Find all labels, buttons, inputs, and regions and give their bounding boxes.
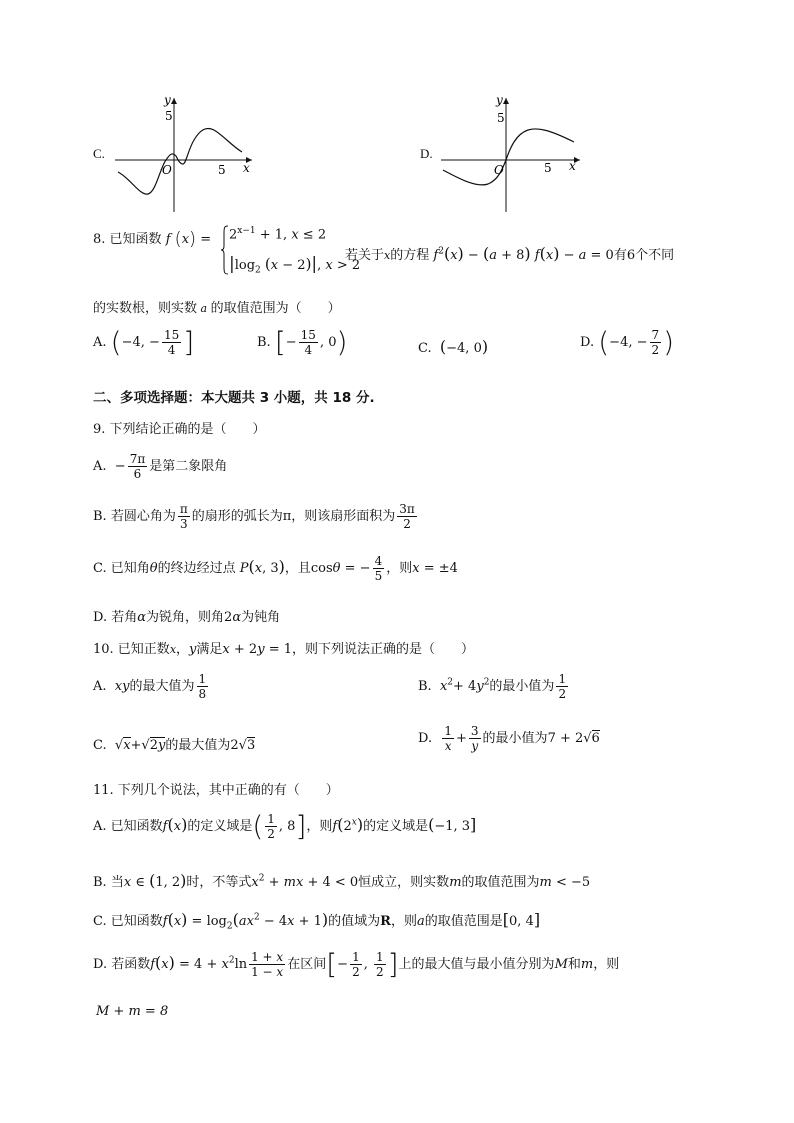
piecewise-line-2: $|\log_2$ (x − 2)|, x > 2: [229, 254, 361, 276]
q10-option-b[interactable]: B. $x^2+ 4y^2$的最小值为 $\frac{1}{2}$: [418, 672, 567, 701]
graph-d: [438, 90, 588, 215]
origin-label: O: [162, 163, 172, 177]
q9-option-d[interactable]: D. 若角α为锐角，则角2α为钝角: [93, 610, 281, 625]
question-10-stem: 10. 已知正数x，y满足x + 2y = 1，则下列说法正确的是（ ）: [93, 642, 475, 657]
svg-text:x: x: [569, 159, 576, 173]
q11-option-a[interactable]: A. 已知函数f(x)的定义域是( $\frac{1}{2}$ , 8]，则f(2$^x$)的定义域是(−1, 3]: [93, 809, 477, 843]
tick-label-x5: 5: [218, 163, 226, 177]
svg-text:5: 5: [544, 161, 552, 175]
q8-option-b[interactable]: B. [− $\frac{15}{4}$ , 0): [257, 325, 348, 359]
q9-option-a[interactable]: A. − $\frac{7\pi}{6}$ 是第二象限角: [93, 452, 228, 481]
q11-option-d[interactable]: D. 若函数$f(x) = 4 + x^2\ln$ $\frac{1 + x}{1 - x}$ 在区间[− $\frac{1}{2}$ , $\frac{1}{2}$ ]上的最大值与最小值分别为M和m，则: [93, 947, 620, 981]
q9-option-c[interactable]: C. 已知角θ的终边经过点 P(x, 3)，且cosθ = − $\frac{4}{5}$ ，则x = ±4: [93, 554, 458, 583]
q10-option-c[interactable]: C. √x+√2y的最大值为2√3: [93, 738, 256, 753]
q10-option-d[interactable]: D. $\frac{1}{x}$ + $\frac{3}{y}$ 的最小值为7 + 2√6: [418, 724, 600, 753]
axis-y-label: y: [164, 93, 171, 107]
tick-label-y5: 5: [165, 109, 173, 123]
section-2-header: 二、多项选择题：本大题共 3 小题，共 18 分.: [93, 390, 375, 406]
option-c-label: C.: [93, 146, 105, 161]
question-11-stem: 11. 下列几个说法，其中正确的有（ ）: [93, 783, 339, 798]
svg-text:O: O: [494, 163, 504, 177]
question-9-stem: 9. 下列结论正确的是（ ）: [93, 422, 266, 437]
graph-c: [110, 90, 260, 215]
question-8: 8. 已知函数 f (x) =: [93, 228, 212, 250]
q11-option-d-line-2: M + m = 8: [96, 1004, 169, 1019]
q9-option-b[interactable]: B. 若圆心角为 $\frac{\pi}{3}$ 的扇形的弧长为π，则该扇形面积为 $\frac{3\pi}{2}$: [93, 502, 415, 531]
q11-option-c[interactable]: C. 已知函数$f(x) = \log_2(ax^2 - 4x + 1)$的值域为R，则a的取值范围是[0, 4]: [93, 910, 541, 932]
svg-text:5: 5: [497, 111, 505, 125]
question-8-cont: 若关于x的方程 $f^2(x) - (a + 8) f(x) - a = 0$有6个不同: [345, 244, 675, 263]
svg-text:y: y: [496, 93, 503, 107]
q8-option-a[interactable]: A. (−4, − $\frac{15}{4}$ ]: [93, 325, 195, 359]
q11-option-b[interactable]: B. 当x ∈ (1, 2)时，不等式$x^2$ + mx + 4 < 0恒成立，则实数m的取值范围为m < −5: [93, 871, 591, 890]
q8-option-d[interactable]: D. (−4, − $\frac{7}{2}$ ): [580, 325, 675, 359]
q8-option-c[interactable]: C. (−4, 0): [418, 337, 489, 356]
option-d-label: D.: [420, 146, 433, 161]
piecewise-line-1: $2^{x-1} + 1$, x ≤ 2: [229, 226, 327, 243]
axis-x-label: x: [243, 161, 250, 175]
q10-option-a[interactable]: A. xy的最大值为 $\frac{1}{8}$: [93, 672, 207, 701]
question-8-line-2: 的实数根，则实数 a 的取值范围为（ ）: [93, 301, 341, 316]
